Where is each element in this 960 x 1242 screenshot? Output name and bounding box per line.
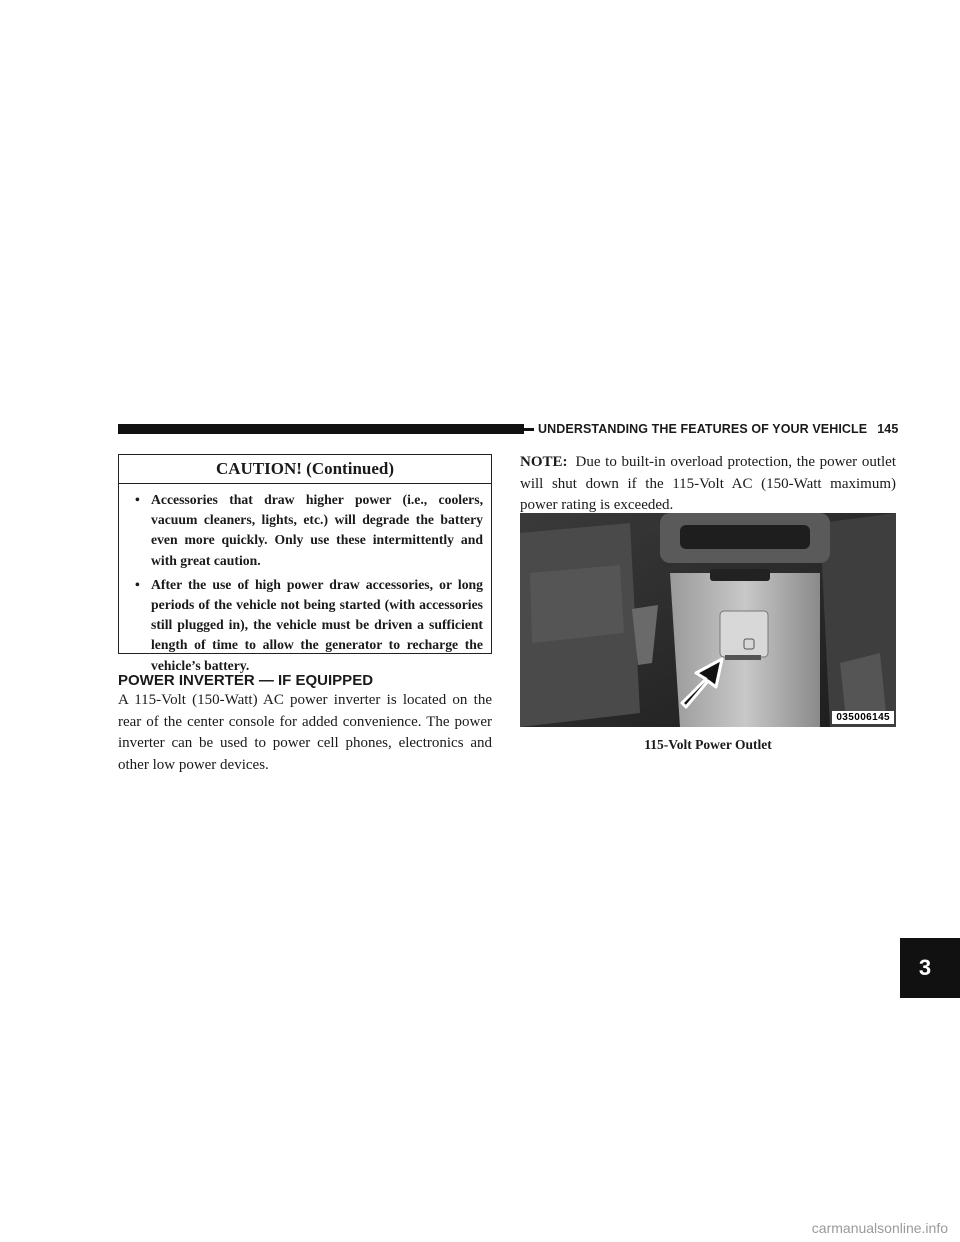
- body-paragraph: A 115-Volt (150-Watt) AC power inverter is located on the rear of the center console for added convenience. The power inverter can be used to power cell phones, electronics and other low power devices.: [118, 692, 492, 773]
- caution-item-text: After the use of high power draw accessories, or long periods of the vehicle not being started (with accessories still plugged in), the vehicle must be driven a sufficient length of time to allow the generator to recharge the vehicle’s battery.: [151, 576, 483, 673]
- caution-box: [118, 454, 492, 673]
- section-heading: POWER INVERTER — IF EQUIPPED: [118, 672, 374, 689]
- note-text: Due to built-in overload protection, the power outlet will shut down if the 115-Volt AC (150-Watt maximum) power rating is exceeded.: [520, 454, 896, 513]
- caution-item: [135, 490, 483, 571]
- running-header: [534, 420, 902, 438]
- header-bar: [118, 424, 524, 434]
- photo-illustration: [520, 513, 896, 727]
- page-number: 145: [877, 422, 899, 436]
- caution-item: [135, 575, 483, 676]
- figure-code: 035006145: [832, 711, 894, 724]
- note-label: NOTE:: [520, 454, 568, 470]
- bullet-icon: •: [135, 492, 140, 507]
- power-outlet-photo: [520, 513, 896, 727]
- chapter-tab: 3: [900, 938, 960, 998]
- header-section-title: UNDERSTANDING THE FEATURES OF YOUR VEHICLE: [538, 422, 868, 436]
- caution-title: CAUTION! (Continued): [119, 455, 491, 484]
- footer-watermark: carmanualsonline.info: [811, 1220, 948, 1236]
- note-paragraph: [520, 452, 896, 517]
- bullet-icon: •: [135, 576, 140, 592]
- caution-list: [119, 484, 491, 676]
- figure-caption: 115-Volt Power Outlet: [644, 737, 772, 752]
- caution-item-text: Accessories that draw higher power (i.e., coolers, vacuum cleaners, lights, etc.) will degrade the battery even more quickly. Only use these intermittently and with great caution.: [151, 492, 483, 568]
